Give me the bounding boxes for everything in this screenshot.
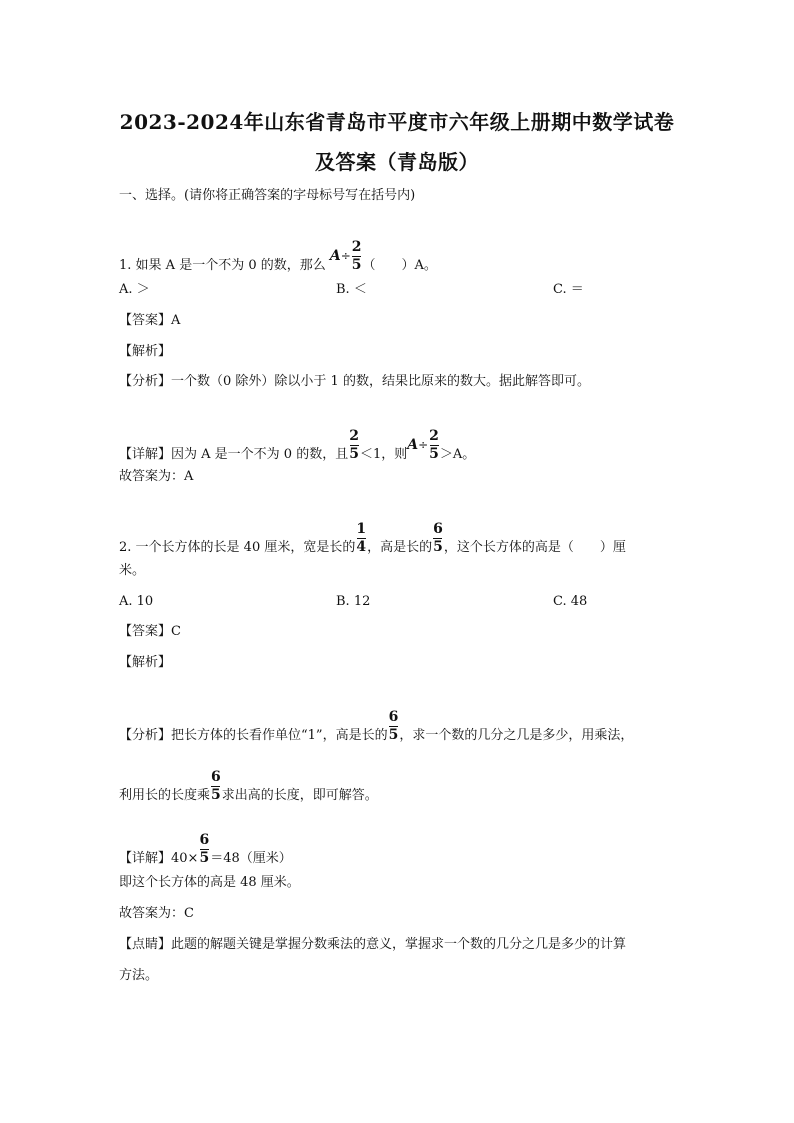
q1-detail-c: ＞A。	[439, 447, 476, 462]
q2-fenxi-c: 利用长的长度乘	[119, 788, 211, 803]
q1-option-c: C. ＝	[553, 282, 584, 297]
q2-dianjing-cont: 方法。	[119, 968, 159, 983]
fraction-numerator: 1	[356, 521, 367, 537]
q1-analysis-label: 【解析】	[119, 344, 172, 359]
q2-text-b: ，高是长的	[367, 540, 433, 555]
q1-detail	[119, 428, 476, 472]
fraction-denominator: 4	[356, 539, 367, 555]
fraction-denominator: 5	[351, 257, 362, 273]
q2-fenxi-a: 【分析】把长方体的长看作单位“1”，高是长的	[119, 728, 388, 743]
q2-option-c: C. 48	[553, 594, 588, 609]
question-1	[119, 239, 437, 283]
q1-conclusion: 故答案为：A	[119, 469, 194, 484]
q1-detail-var: A	[407, 437, 419, 453]
document-title-line1: 2023-2024年山东省青岛市平度市六年级上册期中数学试卷	[119, 110, 675, 134]
q2-fenxi-fraction-2	[211, 769, 221, 804]
q1-fenxi: 【分析】一个数（0 除外）除以小于 1 的数，结果比原来的数大。据此解答即可。	[119, 374, 590, 389]
question-2	[119, 521, 626, 565]
fraction-numerator: 2	[429, 428, 439, 444]
q2-fenxi-d: 求出高的长度，即可解答。	[221, 788, 378, 803]
q1-expr-var: A	[329, 248, 341, 264]
q2-detail	[119, 832, 292, 876]
document-title-line2: 及答案（青岛版）	[315, 150, 479, 174]
q2-detail-b: ＝48（厘米）	[210, 851, 292, 866]
fraction-numerator: 6	[211, 769, 221, 785]
q1-expr-op: ÷	[340, 249, 351, 263]
q2-text-a: 2. 一个长方体的长是 40 厘米，宽是长的	[119, 540, 356, 555]
q2-text-c: ，这个长方体的高是（ ）厘	[443, 540, 626, 555]
q2-detail-2: 即这个长方体的高是 48 厘米。	[119, 875, 300, 890]
fraction-denominator: 5	[211, 787, 221, 803]
q2-conclusion: 故答案为：C	[119, 906, 194, 921]
q1-detail-b: ＜1，则	[359, 447, 408, 462]
fraction-numerator: 6	[199, 832, 210, 848]
section-heading: 一、选择。(请你将正确答案的字母标号写在括号内)	[119, 188, 416, 203]
q2-option-b: B. 12	[336, 594, 371, 609]
fraction-denominator: 5	[433, 539, 443, 555]
q2-option-a: A. 10	[119, 594, 154, 609]
fraction-numerator: 2	[351, 239, 362, 255]
q2-fenxi-b: ，求一个数的几分之几是多少，用乘法，	[399, 728, 634, 743]
q1-fraction	[352, 239, 362, 274]
fraction-numerator: 6	[433, 521, 443, 537]
q1-detail-a: 【详解】因为 A 是一个不为 0 的数，且	[119, 447, 349, 462]
q2-answer: 【答案】C	[119, 624, 181, 639]
q1-answer: 【答案】A	[119, 313, 181, 328]
q2-fraction-2	[433, 521, 443, 556]
q1-prefix: 1. 如果 A 是一个不为 0 的数，那么	[119, 258, 330, 273]
q1-detail-op: ÷	[418, 438, 429, 452]
q1-detail-fraction	[349, 428, 359, 463]
q2-fenxi-fraction	[389, 709, 399, 744]
q2-fraction-1	[356, 521, 366, 556]
q1-option-a: A. ＞	[119, 282, 150, 297]
q2-detail-a: 【详解】40×	[119, 851, 199, 866]
fraction-denominator: 5	[349, 446, 359, 462]
fraction-numerator: 2	[349, 428, 359, 444]
q2-fenxi	[119, 709, 634, 753]
fraction-denominator: 5	[388, 727, 399, 743]
q1-detail-fraction-2	[429, 428, 439, 463]
fraction-numerator: 6	[388, 709, 399, 725]
q2-fenxi-cont	[119, 769, 378, 813]
fraction-denominator: 5	[199, 850, 210, 866]
q2-detail-fraction	[199, 832, 209, 867]
q2-dianjing: 【点睛】此题的解题关键是掌握分数乘法的意义，掌握求一个数的几分之几是多少的计算	[119, 937, 627, 952]
q2-text-d: 米。	[119, 563, 146, 578]
fraction-denominator: 5	[429, 446, 439, 462]
q2-analysis-label: 【解析】	[119, 655, 172, 670]
q1-suffix: （ ）A。	[362, 258, 437, 273]
q1-option-b: B. ＜	[336, 282, 367, 297]
